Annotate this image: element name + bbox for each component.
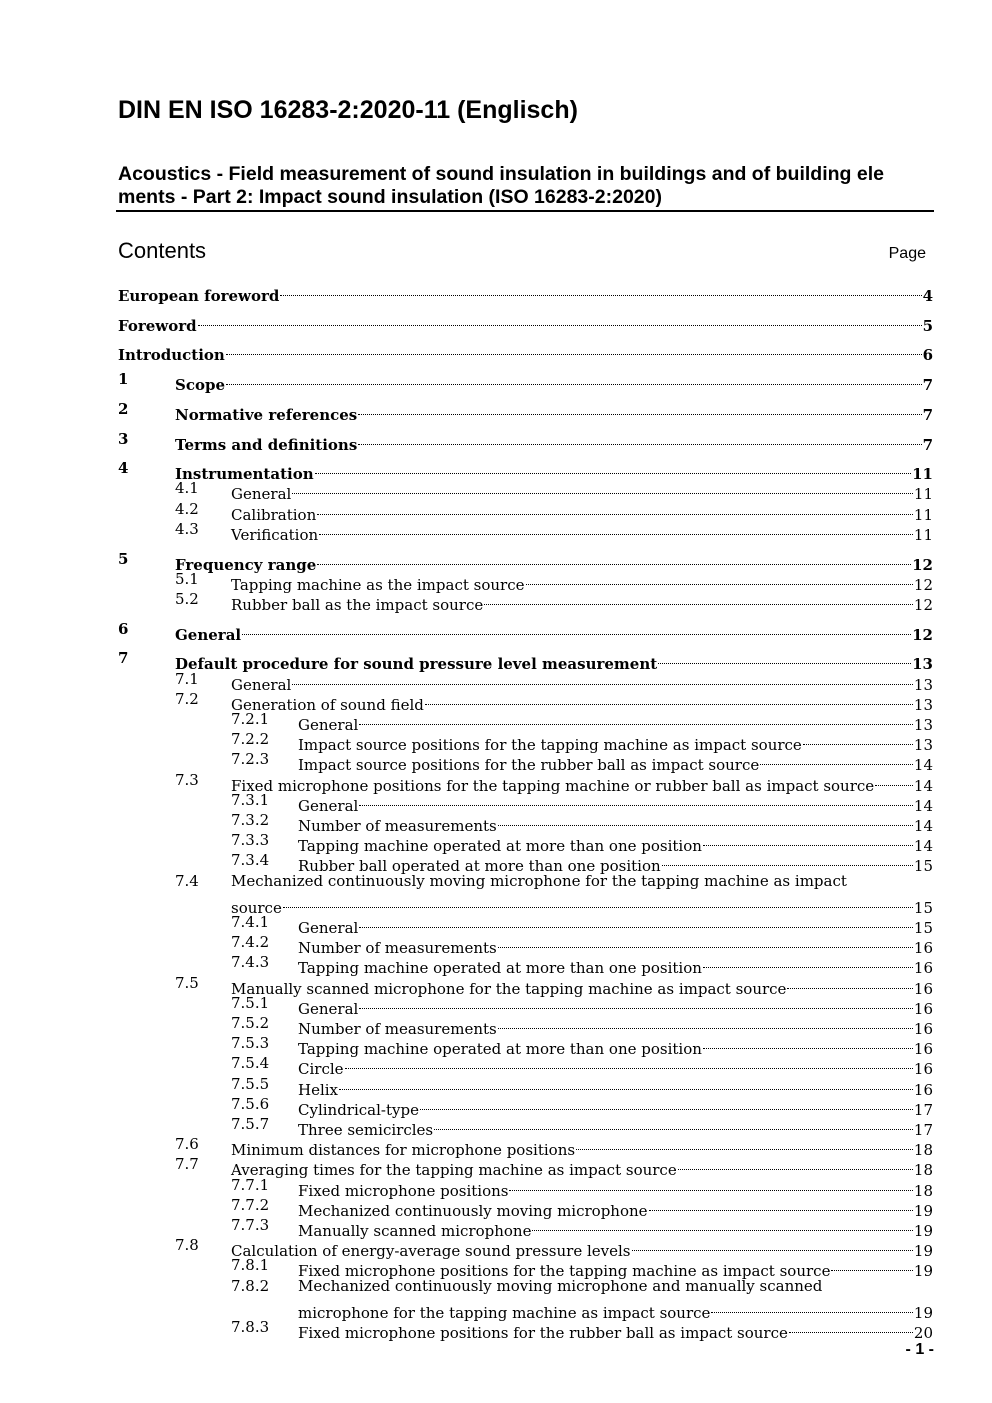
toc-entry[interactable] (175, 369, 933, 395)
toc-entry-page: 7 (922, 405, 933, 424)
toc-entry[interactable] (175, 648, 933, 674)
toc-entry-number: 7.5.7 (231, 1114, 270, 1133)
toc-entry[interactable] (231, 569, 933, 594)
dot-leader (658, 648, 911, 669)
toc-entry-number: 7.6 (175, 1135, 199, 1154)
dot-leader (787, 973, 912, 994)
toc-entry-page: 15 (913, 857, 933, 876)
toc-entry[interactable] (231, 478, 933, 504)
toc-entry[interactable] (298, 850, 933, 876)
dot-leader (359, 790, 913, 811)
toc-entry-number: 5.1 (175, 569, 199, 588)
toc-entry-page: 16 (913, 1060, 933, 1079)
toc-entry[interactable] (231, 973, 933, 998)
toc-entry-title: Minimum distances for microphone positions (231, 1141, 576, 1160)
toc-entry[interactable] (175, 549, 933, 574)
toc-entry[interactable] (298, 993, 933, 1018)
dot-leader (711, 1297, 912, 1318)
dot-leader (678, 1154, 913, 1175)
toc-entry-page: 18 (913, 1161, 933, 1180)
toc-entry-page: 11 (912, 465, 933, 484)
dot-leader (649, 1195, 913, 1216)
toc-entry-page: 16 (913, 1040, 933, 1059)
toc-entry-title: Rubber ball operated at more than one position (298, 857, 661, 876)
toc-entry[interactable] (298, 1255, 933, 1281)
toc-entry-page: 11 (913, 485, 933, 504)
toc-entry-page: 13 (913, 736, 933, 755)
toc-entry-number: 7.3.4 (231, 851, 270, 870)
toc-entry-number: 7.2.1 (231, 709, 270, 728)
toc-entry-number: 1 (118, 370, 129, 389)
toc-entry-page: 16 (913, 939, 933, 958)
toc-entry[interactable] (298, 1297, 933, 1322)
toc-entry-title: Mechanized continuously moving microphone (298, 1201, 648, 1220)
dot-leader (317, 499, 913, 520)
toc-entry[interactable] (298, 1074, 933, 1099)
dot-leader (359, 912, 913, 933)
toc-entry-number: 7.4.3 (231, 953, 270, 972)
page-column-heading: Page (888, 245, 926, 262)
toc-entry-page: 19 (913, 1221, 933, 1240)
subtitle-line-1: Acoustics - Field measurement of sound insulation in buildings and of building ele (118, 163, 884, 185)
toc-entry-page: 17 (913, 1120, 933, 1139)
toc-entry-number: 7.7.2 (231, 1195, 270, 1214)
toc-entry-title: Generation of sound field (231, 695, 424, 714)
toc-entry-number: 5 (118, 549, 129, 568)
toc-entry-page: 19 (913, 1303, 933, 1322)
toc-entry[interactable] (118, 280, 933, 305)
toc-entry-number: 4 (118, 459, 129, 478)
toc-entry[interactable] (175, 429, 933, 454)
toc-entry-number: 7.4 (175, 871, 199, 890)
toc-entry-number: 7.3.1 (231, 790, 270, 809)
toc-entry-title: Circle (298, 1060, 344, 1079)
dot-leader (789, 1317, 913, 1338)
toc-entry[interactable] (298, 709, 933, 734)
toc-entry-page: 7 (922, 376, 933, 395)
toc-entry[interactable] (298, 952, 933, 978)
toc-entry-title: Scope (175, 376, 226, 395)
dot-leader (703, 952, 913, 973)
dot-leader (242, 619, 911, 640)
toc-entry-title: Tapping machine as the impact source (231, 575, 525, 594)
toc-entry-number: 7.2 (175, 689, 199, 708)
toc-entry-number: 3 (118, 429, 129, 448)
toc-entry-page: 16 (913, 979, 933, 998)
toc-entry[interactable] (231, 669, 933, 694)
dot-leader (292, 478, 913, 499)
toc-entry[interactable] (298, 1053, 933, 1079)
toc-entry-title: Manually scanned microphone (298, 1221, 532, 1240)
toc-entry-page: 16 (913, 999, 933, 1018)
dot-leader (498, 810, 913, 831)
toc-entry-title: General (175, 625, 242, 644)
toc-entry[interactable] (298, 932, 933, 958)
toc-entry-page: 14 (913, 796, 933, 815)
toc-entry-number: 7.1 (175, 669, 199, 688)
toc-entry-number: 7.2.3 (231, 750, 270, 769)
toc-entry[interactable] (231, 1154, 933, 1180)
toc-entry[interactable] (231, 499, 933, 524)
toc-entry-number: 4.3 (175, 519, 199, 538)
toc-entry-number: 7.5 (175, 973, 199, 992)
toc-entry-title: Helix (298, 1080, 339, 1099)
toc-entry-number: 7.7 (175, 1155, 199, 1174)
toc-entry-title: Three semicircles (298, 1120, 434, 1139)
toc-entry-page: 14 (913, 776, 933, 795)
dot-leader (484, 589, 913, 610)
toc-entry[interactable] (231, 589, 933, 614)
toc-entry-title: Number of measurements (298, 1019, 497, 1038)
toc-entry[interactable] (298, 830, 933, 856)
toc-entry-number: 7.5.3 (231, 1034, 270, 1053)
toc-entry-number: 7.5.2 (231, 1013, 270, 1032)
page-number: - 1 - (905, 1341, 934, 1358)
toc-entry-number: 7.8 (175, 1236, 199, 1255)
toc-entry-page: 13 (912, 655, 933, 674)
dot-leader (526, 569, 913, 590)
toc-entry-page: 11 (913, 525, 933, 544)
toc-entry[interactable] (231, 519, 933, 544)
dot-leader (498, 932, 913, 953)
toc-entry-title: Cylindrical-type (298, 1100, 419, 1119)
toc-entry-title: General (298, 715, 359, 734)
toc-entry-title: Fixed microphone positions for the tapping machine as impact source (298, 1262, 831, 1281)
toc-entry[interactable] (231, 689, 933, 714)
dot-leader (315, 458, 912, 479)
toc-entry-number: 5.2 (175, 589, 199, 608)
dot-leader (875, 770, 913, 791)
dot-leader (358, 429, 921, 450)
toc-entry-number: 7.8.2 (231, 1276, 270, 1295)
toc-entry[interactable] (298, 1013, 933, 1038)
toc-entry-title: General (231, 485, 292, 504)
toc-entry[interactable] (231, 770, 933, 795)
toc-entry-title: Manually scanned microphone for the tapping machine as impact source (231, 979, 787, 998)
toc-entry[interactable] (298, 810, 933, 835)
toc-entry-title: General (298, 918, 359, 937)
toc-entry[interactable] (175, 619, 933, 644)
toc-entry-title: Impact source positions for the rubber ball as impact source (298, 756, 760, 775)
toc-entry-title: Frequency range (175, 555, 317, 574)
toc-entry-number: 7 (118, 649, 129, 668)
dot-leader (226, 339, 922, 360)
dot-leader (280, 280, 921, 301)
toc-entry-title: Fixed microphone positions for the tapping machine or rubber ball as impact source (231, 776, 875, 795)
toc-entry-title: Normative references (175, 405, 358, 424)
dot-leader (339, 1074, 913, 1095)
toc-entry-page: 20 (913, 1323, 933, 1342)
toc-entry[interactable] (231, 1235, 933, 1261)
toc-entry-title: Calculation of energy-average sound pressure levels (231, 1242, 631, 1261)
toc-entry-page: 13 (913, 675, 933, 694)
dot-leader (498, 1013, 913, 1034)
toc-entry-number: 4.2 (175, 499, 199, 518)
toc-entry-title: Instrumentation (175, 465, 314, 484)
toc-entry-page: 19 (913, 1242, 933, 1261)
toc-entry-title[interactable]: Mechanized continuously moving microphone for the tapping machine as impact (231, 871, 847, 890)
toc-entry-page: 15 (913, 918, 933, 937)
dot-leader (198, 310, 922, 331)
toc-entry[interactable] (298, 1175, 933, 1200)
dot-leader (632, 1235, 913, 1256)
toc-entry-title: Tapping machine operated at more than one position (298, 1040, 702, 1059)
toc-entry-title: General (298, 999, 359, 1018)
dot-leader (831, 1255, 912, 1276)
toc-entry-title: General (231, 675, 292, 694)
dot-leader (359, 993, 913, 1014)
toc-entry-number: 4.1 (175, 479, 199, 498)
toc-entry-number: 7.4.2 (231, 933, 270, 952)
toc-entry-title[interactable]: Mechanized continuously moving microphone and manually scanned (298, 1276, 823, 1295)
toc-entry-page: 18 (913, 1141, 933, 1160)
toc-entry-page: 6 (922, 346, 933, 365)
toc-entry[interactable] (298, 1215, 933, 1240)
dot-leader (292, 669, 913, 690)
toc-entry[interactable] (298, 790, 933, 815)
toc-entry-title-continuation: source (231, 898, 282, 917)
toc-entry-page: 19 (913, 1201, 933, 1220)
toc-entry-title: Number of measurements (298, 816, 497, 835)
toc-entry-title: Averaging times for the tapping machine as impact source (231, 1161, 677, 1180)
toc-entry-number: 7.5.1 (231, 993, 270, 1012)
toc-entry-title: Default procedure for sound pressure level measurement (175, 655, 658, 674)
dot-leader (359, 709, 913, 730)
toc-entry-title: General (298, 796, 359, 815)
dot-leader (319, 519, 913, 540)
toc-entry-page: 13 (913, 715, 933, 734)
subtitle-line-2: ments - Part 2: Impact sound insulation (ISO 16283-2:2020) (118, 186, 662, 208)
toc-entry-page: 18 (913, 1181, 933, 1200)
toc-entry-number: 7.3.3 (231, 831, 270, 850)
toc-entry-title: Rubber ball as the impact source (231, 595, 484, 614)
dot-leader (434, 1114, 913, 1135)
toc-entry-page: 16 (913, 959, 933, 978)
toc-entry-title: Number of measurements (298, 939, 497, 958)
toc-entry-title: Verification (231, 525, 319, 544)
toc-entry-page: 4 (922, 287, 933, 305)
toc-entry[interactable] (298, 729, 933, 755)
toc-entry-page: 12 (912, 555, 933, 574)
toc-entry-title: European foreword (118, 287, 280, 305)
toc-entry-number: 7.2.2 (231, 730, 270, 749)
toc-entry-page: 11 (913, 505, 933, 524)
toc-entry-page: 7 (922, 435, 933, 454)
toc-entry-title-continuation: microphone for the tapping machine as impact source (298, 1303, 711, 1322)
toc-entry-number: 6 (118, 619, 129, 638)
dot-leader (509, 1175, 912, 1196)
contents-heading: Contents (118, 238, 207, 263)
dot-leader (425, 689, 913, 710)
toc-entry[interactable] (231, 1134, 933, 1160)
toc-entry-title: Introduction (118, 346, 225, 365)
toc-entry[interactable] (298, 1114, 933, 1139)
dot-leader (760, 749, 913, 770)
toc-entry-page: 19 (913, 1262, 933, 1281)
toc-entry-number: 7.4.1 (231, 912, 270, 931)
toc-entry[interactable] (298, 1195, 933, 1220)
toc-entry-title: Impact source positions for the tapping machine as impact source (298, 736, 802, 755)
toc-entry-page: 15 (913, 898, 933, 917)
dot-leader (576, 1134, 913, 1155)
toc-entry[interactable] (298, 1317, 933, 1342)
toc-entry-page: 14 (913, 837, 933, 856)
toc-entry[interactable] (118, 339, 933, 365)
toc-entry-page: 12 (912, 625, 933, 644)
toc-entry-number: 7.3.2 (231, 810, 270, 829)
toc-entry-page: 17 (913, 1100, 933, 1119)
dot-leader (420, 1094, 913, 1115)
toc-entry-number: 7.7.1 (231, 1175, 270, 1194)
dot-leader (226, 369, 922, 390)
toc-entry[interactable] (298, 749, 933, 775)
toc-entry-title: Foreword (118, 316, 197, 335)
toc-entry-page: 16 (913, 1080, 933, 1099)
toc-entry-page: 12 (913, 595, 933, 614)
toc-entry-page: 16 (913, 1019, 933, 1038)
dot-leader (358, 399, 921, 420)
toc-entry[interactable] (298, 1033, 933, 1059)
toc-entry-page: 14 (913, 756, 933, 775)
toc-entry-title: Terms and definitions (175, 435, 358, 454)
toc-entry[interactable] (118, 310, 933, 335)
dot-leader (283, 892, 913, 913)
toc-entry[interactable] (175, 458, 933, 484)
toc-entry[interactable] (298, 912, 933, 937)
dot-leader (703, 830, 913, 851)
toc-entry-number: 7.8.3 (231, 1317, 270, 1336)
toc-entry-number: 7.3 (175, 770, 199, 789)
dot-leader (345, 1053, 913, 1074)
toc-entry-number: 7.5.5 (231, 1074, 270, 1093)
toc-entry-number: 7.8.1 (231, 1256, 270, 1275)
dot-leader (803, 729, 913, 750)
toc-entry-page: 5 (922, 316, 933, 335)
dot-leader (532, 1215, 912, 1236)
toc-entry-number: 7.5.4 (231, 1054, 270, 1073)
toc-entry[interactable] (175, 399, 933, 424)
toc-entry-title: Fixed microphone positions (298, 1181, 509, 1200)
dot-leader (662, 850, 913, 871)
toc-entry-page: 13 (913, 695, 933, 714)
toc-entry[interactable] (298, 1094, 933, 1119)
toc-entry-title: Fixed microphone positions for the rubber ball as impact source (298, 1323, 788, 1342)
toc-entry-title: Tapping machine operated at more than one position (298, 959, 702, 978)
toc-entry-title: Calibration (231, 505, 317, 524)
toc-entry-number: 7.5.6 (231, 1094, 270, 1113)
dot-leader (703, 1033, 913, 1054)
toc-entry-page: 12 (913, 575, 933, 594)
toc-entry-number: 7.7.3 (231, 1215, 270, 1234)
toc-entry-number: 2 (118, 399, 129, 418)
toc-entry-page: 14 (913, 816, 933, 835)
toc-entry[interactable] (231, 892, 933, 917)
document-title: DIN EN ISO 16283-2:2020-11 (Englisch) (118, 96, 578, 124)
dot-leader (317, 549, 911, 570)
toc-entry-title: Tapping machine operated at more than one position (298, 837, 702, 856)
